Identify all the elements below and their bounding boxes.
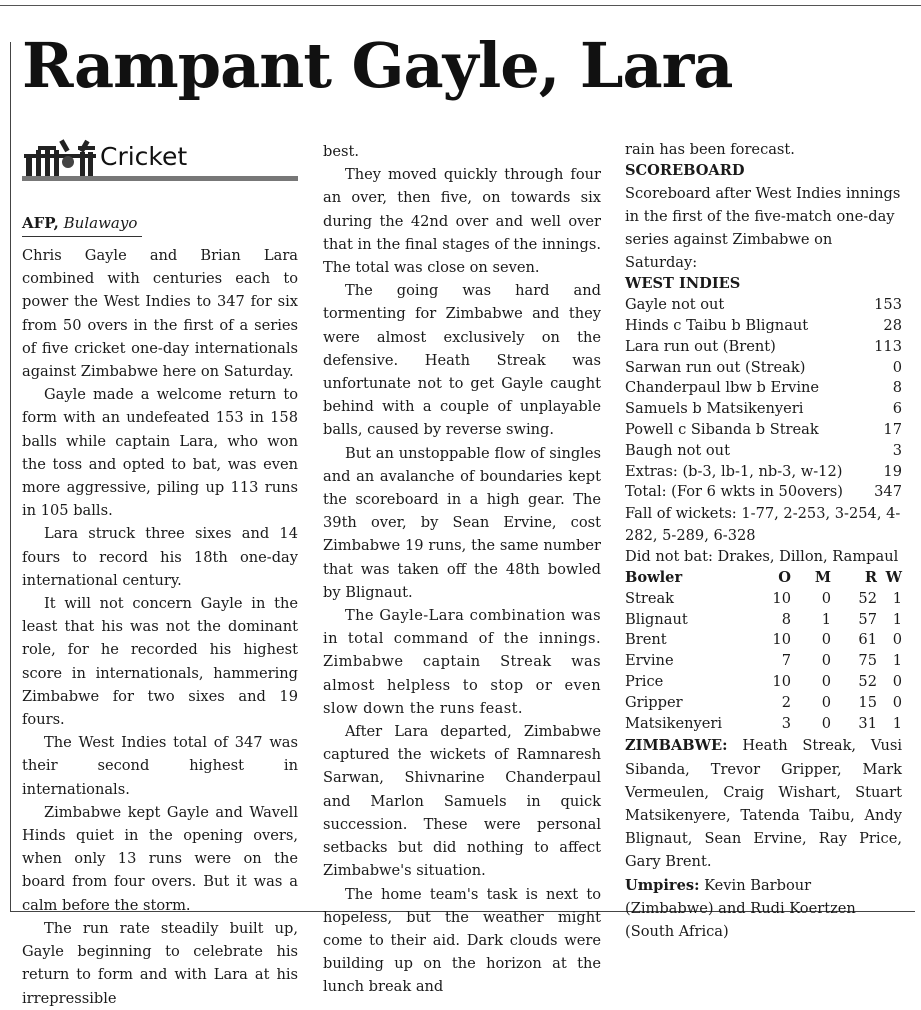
batting-row (625, 378, 902, 399)
scoreboard-intro: Scoreboard after West Indies innings in the first of the five-match one-day series against Zimbabwe on Saturday: (625, 184, 901, 272)
bowling-cell: 75 (858, 652, 877, 670)
batsman-entry: Total: (For 6 wkts in 50overs) (625, 483, 843, 501)
batting-row (625, 316, 902, 337)
bowling-cell: 8 (781, 610, 791, 628)
bowling-cell: Ervine (625, 652, 674, 670)
top-rule (0, 5, 921, 6)
umpires-names: Kevin Barbour (Zimbabwe) and Rudi Koertzen (South Africa) (625, 876, 856, 940)
paragraph: Chris Gayle and Brian Lara combined with centuries each to power the West Indies to 347 for six from 50 overs in the first of a series of five cricket one-day internationals against Zimbabwe here on Saturday. (22, 247, 298, 381)
bowling-cell: 10 (772, 672, 791, 690)
byline-rule (22, 236, 142, 237)
runs: 17 (883, 420, 902, 438)
bowling-table (625, 568, 902, 734)
byline-agency: AFP, (22, 214, 59, 232)
zimbabwe-label: ZIMBABWE: (625, 737, 728, 755)
bowling-cell: Gripper (625, 693, 683, 711)
bowling-row (625, 651, 902, 672)
bowling-cell: 52 (858, 589, 877, 607)
runs: 347 (874, 483, 902, 501)
batting-row (625, 399, 902, 420)
cricket-stumps-icon (22, 138, 98, 178)
bowling-cell: Matsikenyeri (625, 714, 723, 732)
batting-row (625, 441, 902, 462)
paragraph: best. (323, 143, 359, 160)
runs: 8 (892, 379, 902, 397)
bowling-cell: 31 (858, 714, 877, 732)
article-column-2 (323, 140, 601, 999)
paragraph: rain has been forecast. (625, 141, 795, 158)
bowling-cell: 10 (772, 589, 791, 607)
bowling-header-row (625, 568, 902, 589)
byline-place: Bulawayo (63, 214, 138, 232)
zimbabwe-team (625, 734, 902, 873)
paragraph: The home team's task is next to hopeless, but the weather might come to their aid. Dark clouds were building up on the horizon at the lunch break and (323, 885, 601, 996)
zimbabwe-players: Heath Streak, Vusi Sibanda, Trevor Gripper, Mark Vermeulen, Craig Wishart, Stuart Matsikenyere, Tatenda Taibu, Andy Blignaut, Sean Ervine, Ray Price, Gary Brent. (625, 737, 902, 871)
bowling-cell: 0 (821, 714, 831, 732)
article-column-3 (625, 140, 902, 943)
paragraph: The going was hard and tormenting for Zimbabwe and they were almost exclusively on the defensive. Heath Streak was unfortunate not to get Gayle caught behind with a couple of unplayable balls, caused by reverse swing. (323, 282, 601, 439)
batting-row (625, 482, 902, 503)
bowling-cell: 3 (781, 714, 791, 732)
batsman-entry: Lara run out (Brent) (625, 337, 776, 355)
bowling-cell: 15 (858, 693, 877, 711)
bowling-row (625, 672, 902, 693)
paragraph: The West Indies total of 347 was their second highest in internationals. (22, 734, 298, 798)
bowling-cell: 52 (858, 672, 877, 690)
runs: 0 (892, 358, 902, 376)
batsman-entry: Sarwan run out (Streak) (625, 358, 806, 376)
paragraph: The run rate steadily built up, Gayle beginning to celebrate his return to form and with Lara at his irrepressible (22, 919, 298, 1007)
bowling-cell: 0 (821, 631, 831, 649)
batting-row (625, 420, 902, 441)
umpires-label: Umpires: (625, 876, 700, 894)
bowling-cell: Brent (625, 631, 667, 649)
bowling-row (625, 714, 902, 735)
batsman-entry: Chanderpaul lbw b Ervine (625, 379, 820, 397)
bowling-cell: 0 (821, 589, 831, 607)
paragraph: The Gayle-Lara combination was in total command of the innings. Zimbabwe captain Streak was almost helpless to stop or even slow down the runs feast. (323, 607, 601, 717)
runs: 113 (874, 337, 902, 355)
bowling-cell: Blignaut (625, 610, 688, 628)
bowling-row (625, 610, 902, 631)
runs: 6 (892, 400, 902, 418)
did-not-bat: Did not bat: Drakes, Dillon, Rampaul (625, 548, 899, 566)
headline: Rampant Gayle, Lara (22, 29, 733, 102)
bowling-cell: 0 (892, 672, 902, 690)
paragraph: Gayle made a welcome return to form with an undefeated 153 in 158 balls while captain Lara, who won the toss and opted to bat, was even more aggressive, piling up 113 runs in 105 balls. (22, 386, 298, 520)
batting-row (625, 295, 902, 316)
bowling-header-cell: O (778, 568, 791, 586)
batsman-entry: Gayle not out (625, 296, 725, 314)
bowling-header-cell: M (814, 568, 831, 586)
paragraph: Zimbabwe kept Gayle and Wavell Hinds quiet in the opening overs, when only 13 runs were on the board from four overs. But it was a calm before the storm. (22, 803, 298, 914)
batsman-entry: Extras: (b-3, lb-1, nb-3, w-12) (625, 462, 843, 480)
section-underline (22, 176, 298, 181)
bowling-header-cell: W (885, 568, 902, 586)
paragraph: After Lara departed, Zimbabwe captured the wickets of Ramnaresh Sarwan, Shivnarine Chanderpaul and Marlon Samuels in quick succession. These were personal setbacks but did nothing to affect Zimbabwe's situation. (323, 723, 601, 880)
paragraph: It will not concern Gayle in the least that his was not the dominant role, for he recorded his highest score in internationals, hammering Zimbabwe for two sixes and 19 fours. (22, 595, 298, 729)
fall-of-wickets: Fall of wickets: 1-77, 2-253, 3-254, 4-282, 5-289, 6-328 (625, 505, 901, 545)
bowling-header-cell: R (864, 568, 877, 586)
batsman-entry: Powell c Sibanda b Streak (625, 420, 819, 438)
batting-list (625, 295, 902, 503)
batsman-entry: Hinds c Taibu b Blignaut (625, 317, 809, 334)
bowling-row (625, 589, 902, 610)
runs: 153 (874, 296, 902, 314)
byline (22, 212, 137, 235)
runs: 3 (892, 441, 902, 459)
batting-row (625, 358, 902, 379)
bowling-header-cell: Bowler (625, 568, 683, 586)
umpires (625, 874, 902, 944)
batsman-entry: Samuels b Matsikenyeri (625, 400, 804, 418)
bowling-cell: 1 (892, 652, 902, 670)
bowling-cell: 57 (858, 610, 877, 628)
bowling-cell: 0 (892, 631, 902, 649)
bowling-cell: 1 (821, 610, 831, 628)
bowling-cell: Price (625, 672, 664, 690)
bowling-cell: 0 (821, 652, 831, 670)
bowling-cell: 1 (892, 714, 902, 732)
paragraph: But an unstoppable flow of singles and an avalanche of boundaries kept the scoreboard in a high gear. The 39th over, by Sean Ervine, cost Zimbabwe 19 runs, the same number that was taken off the 48th bowled by Blignaut. (323, 444, 601, 601)
bowling-cell: 2 (781, 693, 791, 711)
bowling-cell: 10 (772, 631, 791, 649)
bowling-cell: 61 (858, 631, 877, 649)
paragraph: They moved quickly through four an over, then five, on towards six during the 42nd over and well over that in the final stages of the innings. The total was close on seven. (323, 166, 601, 277)
paragraph: Lara struck three sixes and 14 fours to record his 18th one-day international century. (22, 525, 298, 589)
section-label-cricket (22, 138, 298, 182)
article-column-1 (22, 244, 298, 1010)
scoreboard-heading: SCOREBOARD (625, 161, 745, 179)
team-heading: WEST INDIES (625, 275, 741, 293)
bowling-cell: 0 (892, 693, 902, 711)
bowling-row (625, 693, 902, 714)
batting-row (625, 462, 902, 483)
batsman-entry: Baugh not out (625, 441, 730, 459)
bowling-cell: 0 (821, 693, 831, 711)
runs: 28 (883, 317, 902, 334)
bowling-cell: 1 (892, 589, 902, 607)
section-title: Cricket (100, 142, 188, 171)
bowling-cell: 7 (781, 652, 791, 670)
bowling-cell: 1 (892, 610, 902, 628)
batting-row (625, 337, 902, 358)
runs: 19 (883, 462, 902, 480)
left-rule (10, 42, 11, 912)
bowling-row (625, 630, 902, 651)
bowling-cell: Streak (625, 589, 675, 607)
bowling-cell: 0 (821, 672, 831, 690)
